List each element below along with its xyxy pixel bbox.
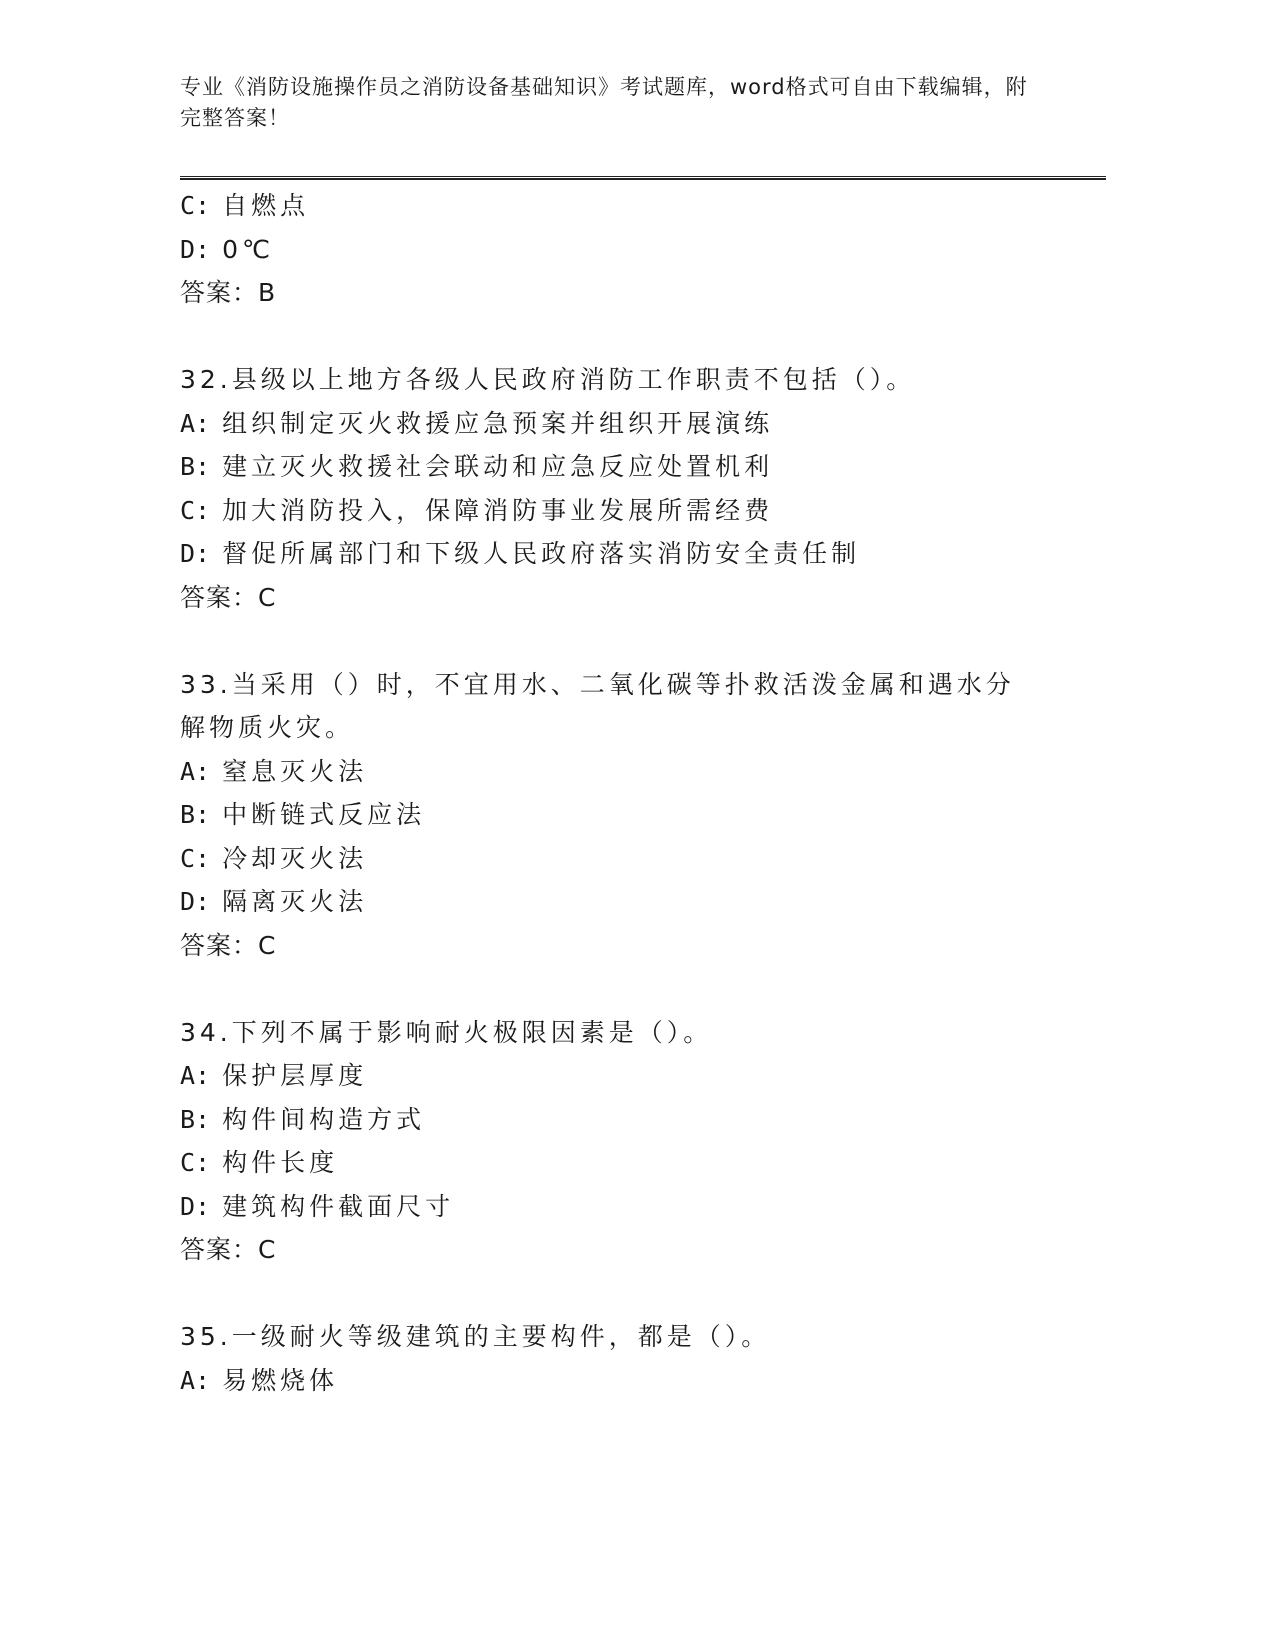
spacer — [180, 315, 1106, 359]
option-c — [180, 837, 1106, 881]
option-a — [180, 750, 1106, 794]
option-label: C: — [180, 191, 211, 220]
question-title: 32.县级以上地方各级人民政府消防工作职责不包括（）。 — [180, 365, 916, 394]
answer-line: 答案：C — [180, 1235, 277, 1264]
option-text: 保护层厚度 — [222, 1061, 368, 1090]
question-content — [180, 184, 1106, 1402]
spacer — [180, 967, 1106, 1011]
option-text: 窒息灭火法 — [222, 756, 368, 786]
option-a — [180, 402, 1106, 446]
option-label: A: — [180, 756, 211, 786]
document-header: 专业《消防设施操作员之消防设备基础知识》考试题库，word格式可自由下载编辑，附完整答案！ — [180, 75, 1028, 130]
option-text: 督促所属部门和下级人民政府落实消防安全责任制 — [222, 539, 861, 568]
option-d — [180, 532, 1106, 576]
option-label: D: — [180, 539, 211, 568]
option-d — [180, 880, 1106, 924]
option-text: 0℃ — [222, 234, 275, 264]
option-label: D: — [180, 234, 211, 264]
question-title: 34.下列不属于影响耐火极限因素是（）。 — [180, 1017, 713, 1047]
option-label: C: — [180, 1148, 211, 1177]
question-32 — [180, 358, 1106, 619]
option-text: 组织制定灭火救援应急预案并组织开展演练 — [222, 408, 774, 438]
answer-line: 答案：C — [180, 582, 277, 612]
question-35 — [180, 1315, 1106, 1402]
option-label: A: — [180, 1061, 211, 1090]
option-a — [180, 1054, 1106, 1098]
option-text: 易燃烧体 — [222, 1365, 339, 1395]
option-label: B: — [180, 800, 211, 829]
question-33 — [180, 663, 1106, 968]
option-label: B: — [180, 1104, 211, 1134]
option-b — [180, 445, 1106, 489]
option-text: 中断链式反应法 — [222, 800, 426, 829]
option-a — [180, 1359, 1106, 1403]
option-c — [180, 489, 1106, 533]
option-label: A: — [180, 1365, 211, 1395]
option-text: 建筑构件截面尺寸 — [222, 1191, 455, 1221]
option-text: 构件长度 — [222, 1148, 339, 1177]
option-b — [180, 1098, 1106, 1142]
option-c — [180, 1141, 1106, 1185]
option-d — [180, 228, 1106, 272]
question-title: 33.当采用（）时，不宜用水、二氧化碳等扑救活泼金属和遇水分解物质火灾。 — [180, 669, 1015, 742]
option-d — [180, 1185, 1106, 1229]
option-text: 建立灭火救援社会联动和应急反应处置机利 — [222, 452, 774, 481]
spacer — [180, 619, 1106, 663]
spacer — [180, 1272, 1106, 1316]
option-label: D: — [180, 1191, 211, 1221]
answer-line: 答案：C — [180, 930, 277, 960]
header-divider — [180, 176, 1106, 180]
option-text: 自燃点 — [222, 191, 310, 220]
option-c — [180, 184, 1106, 228]
option-text: 隔离灭火法 — [222, 887, 368, 916]
answer-line: 答案：B — [180, 278, 277, 307]
question-title: 35.一级耐火等级建筑的主要构件，都是（）。 — [180, 1322, 771, 1351]
option-text: 构件间构造方式 — [222, 1104, 426, 1134]
question-fragment — [180, 184, 1106, 315]
option-label: C: — [180, 495, 211, 525]
option-b — [180, 793, 1106, 837]
option-label: A: — [180, 408, 211, 438]
option-label: B: — [180, 452, 211, 481]
option-label: C: — [180, 843, 211, 873]
option-text: 加大消防投入，保障消防事业发展所需经费 — [222, 495, 774, 525]
option-text: 冷却灭火法 — [222, 843, 368, 873]
question-34 — [180, 1011, 1106, 1272]
option-label: D: — [180, 887, 211, 916]
